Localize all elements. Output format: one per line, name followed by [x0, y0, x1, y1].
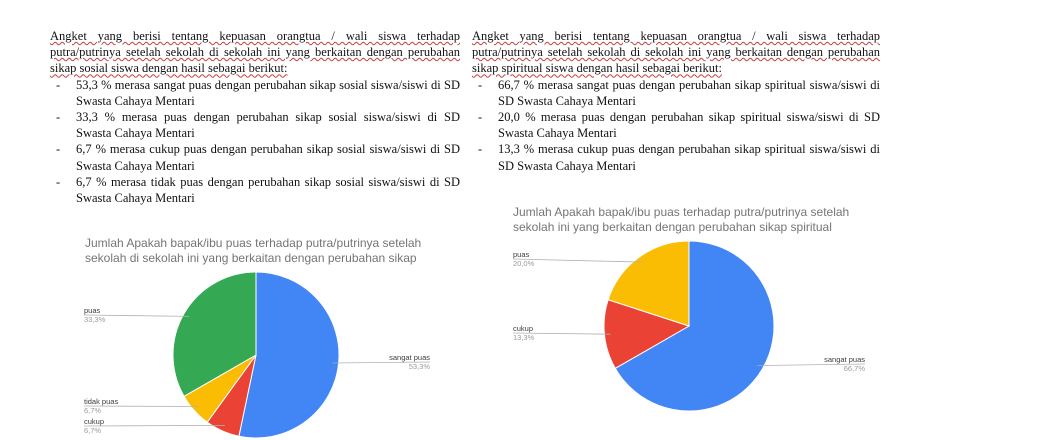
social-intro-paragraph: Angket yang berisi tentang kepuasan orangtua / wali siswa terhadap putra/putrinya setelah sekolah di sekolah ini yang berkaitan dengan perubahan sikap sosial siswa dengan hasil sebagai berikut: — [50, 29, 460, 76]
slice-value-label: 6,7% — [84, 426, 102, 435]
slice-label: cukup — [84, 417, 105, 426]
spiritual-intro-paragraph: Angket yang berisi tentang kepuasan orangtua / wali siswa terhadap putra/putrinya setelah sekolah di sekolah ini yang berkaitan dengan perubahan sikap spiritual siswa dengan hasil sebagai berikut: — [472, 29, 880, 76]
social-chart-title: Jumlah Apakah bapak/ibu puas terhadap putra/putrinya setelah sekolah di sekolah ini yang berkaitan dengan perubahan sikap — [85, 236, 422, 265]
slice-label: tidak puas — [84, 397, 119, 406]
slice-label: puas — [513, 250, 530, 259]
slice-value-label: 66,7% — [843, 364, 865, 373]
slice-label: sangat puas — [824, 355, 865, 364]
list-item: - 20,0 % merasa puas dengan perubahan sikap spiritual siswa/siswi di SD Swasta Cahaya Mentari — [498, 109, 880, 141]
list-item: - 13,3 % merasa cukup puas dengan perubahan sikap spiritual siswa/siswi di SD Swasta Cahaya Mentari — [498, 141, 880, 173]
slice-value-label: 53,3% — [408, 362, 430, 371]
list-item: - 6,7 % merasa tidak puas dengan perubahan sikap sosial siswa/siswi di SD Swasta Cahaya Mentari — [76, 174, 460, 206]
slice-value-label: 33,3% — [84, 315, 106, 324]
slice-label: cukup — [513, 324, 534, 333]
slice-label: puas — [84, 306, 101, 315]
spiritual-chart-title: Jumlah Apakah bapak/ibu puas terhadap putra/putrinya setelah sekolah ini yang berkaitan dengan perubahan sikap spiritual — [513, 205, 850, 234]
social-pie-chart — [84, 272, 430, 438]
slice-value-label: 6,7% — [84, 406, 102, 415]
list-item: - 33,3 % merasa puas dengan perubahan sikap sosial siswa/siswi di SD Swasta Cahaya Mentari — [76, 109, 460, 141]
list-item: - 53,3 % merasa sangat puas dengan perubahan sikap sosial siswa/siswi di SD Swasta Cahaya Mentari — [76, 77, 460, 109]
slice-label: sangat puas — [389, 353, 430, 362]
spiritual-pie-chart — [513, 241, 865, 411]
label-leader-line — [84, 406, 199, 407]
slice-value-label: 20,0% — [513, 259, 535, 268]
slice-value-label: 13,3% — [513, 333, 535, 342]
list-item: - 6,7 % merasa cukup puas dengan perubahan sikap sosial siswa/siswi di SD Swasta Cahaya Mentari — [76, 141, 460, 173]
list-item: - 66,7 % merasa sangat puas dengan perubahan sikap spiritual siswa/siswi di SD Swasta Cahaya Mentari — [498, 77, 880, 109]
label-leader-line — [84, 425, 225, 426]
